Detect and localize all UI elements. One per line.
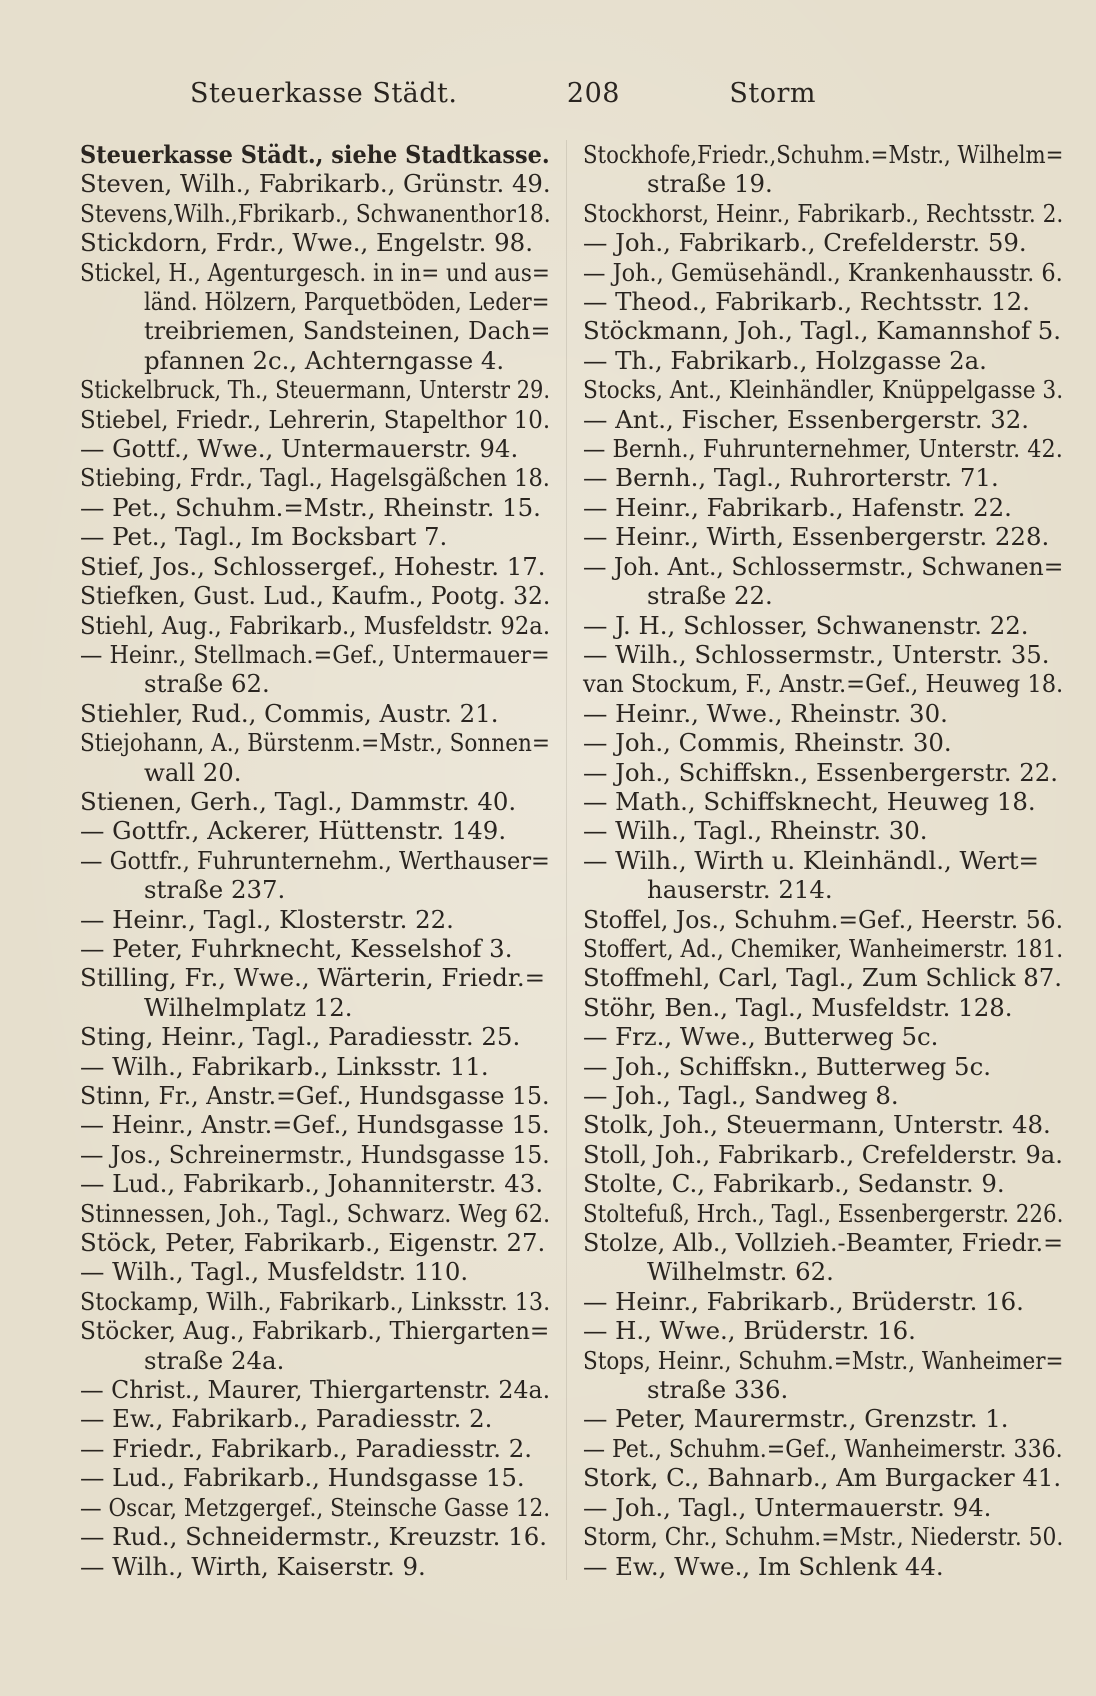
directory-line: Stiehler, Rud., Commis, Austr. 21.: [80, 698, 499, 728]
column-divider: [566, 140, 567, 1580]
directory-line: Stinnessen, Joh., Tagl., Schwarz. Weg 62.: [80, 1198, 551, 1228]
directory-line: straße 24a.: [144, 1345, 285, 1375]
directory-line: Stienen, Gerh., Tagl., Dammstr. 40.: [80, 786, 517, 816]
directory-line: Stoffmehl, Carl, Tagl., Zum Schlick 87.: [583, 963, 1063, 993]
directory-line: — Bernh., Fuhrunternehmer, Unterstr. 42.: [583, 434, 1063, 464]
directory-line: Wilhelmstr. 62.: [647, 1257, 834, 1287]
right-column: [583, 140, 1063, 1581]
directory-line: — Joh., Gemüsehändl., Krankenhausstr. 6.: [583, 257, 1063, 287]
directory-line: — Heinr., Tagl., Klosterstr. 22.: [80, 904, 454, 934]
directory-line: — Christ., Maurer, Thiergartenstr. 24a.: [80, 1375, 551, 1405]
directory-line: — Joh. Ant., Schlossermstr., Schwanen=: [583, 551, 1064, 581]
directory-line: Stöckmann, Joh., Tagl., Kamannshof 5.: [583, 316, 1062, 346]
directory-line: — Joh., Schiffskn., Essenbergerstr. 22.: [583, 757, 1059, 787]
directory-line: — Lud., Fabrikarb., Hundsgasse 15.: [80, 1463, 525, 1493]
directory-line: Stickel, H., Agenturgesch. in in= und aus=: [80, 257, 550, 287]
page-header: [190, 78, 816, 109]
directory-line: straße 336.: [647, 1375, 789, 1405]
directory-line: treibriemen, Sandsteinen, Dach=: [144, 316, 551, 346]
directory-line: — Joh., Tagl., Sandweg 8.: [583, 1081, 899, 1110]
directory-line: hauserstr. 214.: [647, 875, 833, 905]
directory-line: — Wilh., Tagl., Musfeldstr. 110.: [80, 1257, 469, 1287]
directory-line: Stöcker, Aug., Fabrikarb., Thiergarten=: [80, 1316, 550, 1346]
header-left: Steuerkasse Städt.: [190, 78, 458, 109]
directory-line: Stockhorst, Heinr., Fabrikarb., Rechtsstr. 2.: [583, 198, 1064, 228]
directory-line: Storm, Chr., Schuhm.=Mstr., Niederstr. 50.: [583, 1522, 1064, 1552]
directory-line: Steuerkasse Städt., siehe Stadtkasse.: [80, 140, 550, 169]
directory-line: — Frz., Wwe., Butterweg 5c.: [583, 1022, 939, 1052]
directory-line: — Friedr., Fabrikarb., Paradiesstr. 2.: [80, 1433, 533, 1463]
directory-line: Stocks, Ant., Kleinhändler, Knüppelgasse 3.: [583, 375, 1064, 405]
directory-line: — Theod., Fabrikarb., Rechtsstr. 12.: [583, 287, 1030, 317]
directory-line: — Wilh., Schlossermstr., Unterstr. 35.: [583, 639, 1050, 669]
directory-line: Stickelbruck, Th., Steuermann, Unterstr 29.: [80, 375, 551, 405]
directory-line: Stoffert, Ad., Chemiker, Wanheimerstr. 181.: [583, 933, 1064, 963]
directory-line: — Bernh., Tagl., Ruhrorterstr. 71.: [583, 463, 999, 493]
directory-line: straße 237.: [144, 875, 286, 905]
directory-line: — Joh., Schiffskn., Butterweg 5c.: [583, 1051, 991, 1081]
directory-line: — Pet., Tagl., Im Bocksbart 7.: [80, 522, 448, 552]
directory-line: — Lud., Fabrikarb., Johanniterstr. 43.: [80, 1169, 544, 1199]
directory-line: — Heinr., Wirth, Essenbergerstr. 228.: [583, 522, 1050, 552]
directory-line: Stoll, Joh., Fabrikarb., Crefelderstr. 9a.: [583, 1139, 1063, 1169]
directory-line: pfannen 2c., Achterngasse 4.: [144, 345, 505, 375]
directory-line: — Heinr., Fabrikarb., Hafenstr. 22.: [583, 492, 1012, 522]
directory-line: länd. Hölzern, Parquetböden, Leder=: [144, 287, 550, 317]
directory-line: — Joh., Tagl., Untermauerstr. 94.: [583, 1492, 992, 1522]
directory-line: Steven, Wilh., Fabrikarb., Grünstr. 49.: [80, 169, 551, 199]
directory-line: Stöck, Peter, Fabrikarb., Eigenstr. 27.: [80, 1228, 546, 1258]
directory-line: — H., Wwe., Brüderstr. 16.: [583, 1316, 916, 1346]
directory-line: Stolk, Joh., Steuermann, Unterstr. 48.: [583, 1110, 1051, 1140]
directory-line: Stops, Heinr., Schuhm.=Mstr., Wanheimer=: [583, 1345, 1064, 1375]
directory-line: Sting, Heinr., Tagl., Paradiesstr. 25.: [80, 1022, 521, 1052]
directory-line: wall 20.: [144, 757, 242, 787]
directory-line: — Heinr., Wwe., Rheinstr. 30.: [583, 698, 948, 728]
directory-line: Stoffel, Jos., Schuhm.=Gef., Heerstr. 56.: [583, 904, 1064, 934]
directory-line: — Peter, Maurermstr., Grenzstr. 1.: [583, 1404, 1009, 1434]
directory-line: — Gottf., Wwe., Untermauerstr. 94.: [80, 434, 519, 464]
directory-line: Stork, C., Bahnarb., Am Burgacker 41.: [583, 1463, 1062, 1493]
directory-line: — Math., Schiffsknecht, Heuweg 18.: [583, 786, 1036, 816]
directory-line: Stöhr, Ben., Tagl., Musfeldstr. 128.: [583, 992, 1013, 1022]
directory-line: Stinn, Fr., Anstr.=Gef., Hundsgasse 15.: [80, 1081, 550, 1110]
directory-line: straße 19.: [647, 169, 773, 199]
directory-line: — J. H., Schlosser, Schwanenstr. 22.: [583, 610, 1029, 640]
header-right: Storm: [729, 78, 816, 109]
directory-line: — Ant., Fischer, Essenbergerstr. 32.: [583, 404, 1030, 434]
directory-line: — Ew., Wwe., Im Schlenk 44.: [583, 1551, 944, 1581]
directory-line: Stief, Jos., Schlossergef., Hohestr. 17.: [80, 551, 546, 581]
directory-line: — Wilh., Tagl., Rheinstr. 30.: [583, 816, 928, 846]
directory-line: Stiehl, Aug., Fabrikarb., Musfeldstr. 92a.: [80, 610, 551, 640]
directory-line: — Pet., Schuhm.=Mstr., Rheinstr. 15.: [80, 492, 541, 522]
directory-line: — Wilh., Wirth, Kaiserstr. 9.: [80, 1551, 426, 1581]
directory-line: — Gottfr., Ackerer, Hüttenstr. 149.: [80, 816, 507, 846]
directory-line: van Stockum, F., Anstr.=Gef., Heuweg 18.: [583, 669, 1064, 699]
directory-line: — Jos., Schreinermstr., Hundsgasse 15.: [80, 1139, 550, 1169]
directory-line: Stiebing, Frdr., Tagl., Hagelsgäßchen 18.: [80, 463, 550, 493]
directory-line: Stoltefuß, Hrch., Tagl., Essenbergerstr. 226.: [583, 1198, 1064, 1228]
page-number: 208: [566, 78, 620, 109]
directory-line: — Oscar, Metzgergef., Steinsche Gasse 12.: [80, 1492, 551, 1522]
directory-line: Stolze, Alb., Vollzieh.-Beamter, Friedr.=: [583, 1228, 1064, 1258]
directory-line: — Th., Fabrikarb., Holzgasse 2a.: [583, 345, 987, 375]
left-column: [80, 140, 550, 1581]
directory-line: — Heinr., Anstr.=Gef., Hundsgasse 15.: [80, 1110, 550, 1140]
directory-line: — Rud., Schneidermstr., Kreuzstr. 16.: [80, 1522, 547, 1552]
directory-line: — Joh., Fabrikarb., Crefelderstr. 59.: [583, 228, 1027, 258]
directory-line: Stolte, C., Fabrikarb., Sedanstr. 9.: [583, 1169, 1005, 1199]
directory-line: Stilling, Fr., Wwe., Wärterin, Friedr.=: [80, 963, 546, 993]
directory-line: — Peter, Fuhrknecht, Kesselshof 3.: [80, 933, 513, 963]
directory-line: — Heinr., Stellmach.=Gef., Untermauer=: [80, 639, 550, 669]
directory-line: Stockamp, Wilh., Fabrikarb., Linksstr. 13.: [80, 1286, 551, 1316]
directory-line: — Ew., Fabrikarb., Paradiesstr. 2.: [80, 1404, 493, 1434]
directory-line: Stockhofe,Friedr.,Schuhm.=Mstr., Wilhelm=: [583, 140, 1064, 169]
directory-line: — Gottfr., Fuhrunternehm., Werthauser=: [80, 845, 550, 875]
directory-line: — Pet., Schuhm.=Gef., Wanheimerstr. 336.: [583, 1433, 1063, 1463]
directory-line: Stiebel, Friedr., Lehrerin, Stapelthor 10.: [80, 404, 551, 434]
directory-line: — Wilh., Fabrikarb., Linksstr. 11.: [80, 1051, 489, 1081]
directory-line: Stickdorn, Frdr., Wwe., Engelstr. 98.: [80, 228, 533, 258]
directory-line: straße 22.: [647, 581, 773, 611]
directory-line: Stiefken, Gust. Lud., Kaufm., Pootg. 32.: [80, 581, 551, 611]
directory-line: straße 62.: [144, 669, 270, 699]
directory-line: — Wilh., Wirth u. Kleinhändl., Wert=: [583, 845, 1039, 875]
directory-line: Stevens,Wilh.,Fbrikarb., Schwanenthor18.: [80, 198, 551, 228]
directory-line: — Joh., Commis, Rheinstr. 30.: [583, 728, 952, 758]
directory-line: Stiejohann, A., Bürstenm.=Mstr., Sonnen=: [80, 728, 550, 758]
directory-line: — Heinr., Fabrikarb., Brüderstr. 16.: [583, 1286, 1024, 1316]
directory-line: Wilhelmplatz 12.: [144, 992, 353, 1022]
